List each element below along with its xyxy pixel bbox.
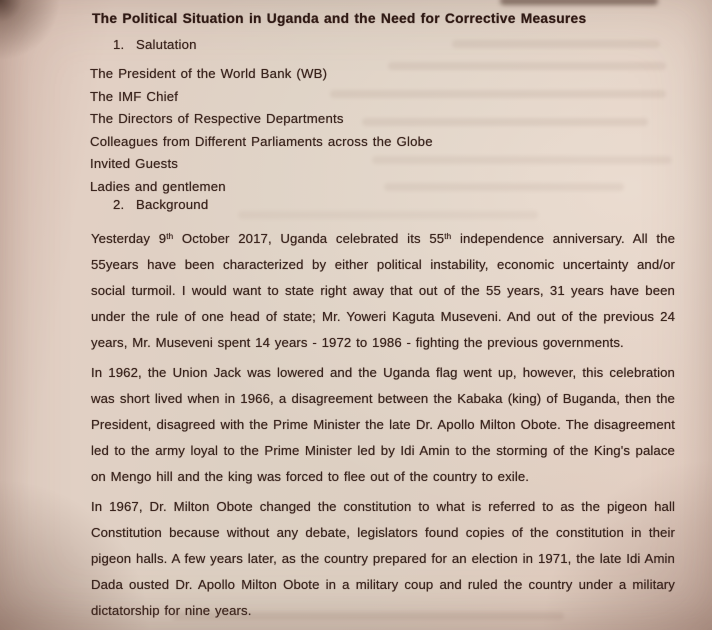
list-item-background (113, 197, 208, 212)
paragraph-text: independence anniversary. All the 55years have been characterized by either political instability, economic uncertainty and/or social turmoil. I would want to state right away that out of the 55 years, 31 years have been under the rule of one head of state; Mr. Yoweri Kaguta Museveni. And out of the previous 24 years, Mr. Museveni spent 14 years - 1972 to 1986 - fighting the previous governments. (91, 231, 676, 350)
salutation-line: Colleagues from Different Parliaments across the Globe (90, 133, 433, 149)
list-item-salutation (113, 37, 197, 52)
ordinal-superscript: th (444, 232, 452, 242)
salutation-line: The IMF Chief (90, 88, 179, 104)
item-number: 2. (113, 197, 125, 212)
item-label: Background (136, 197, 209, 212)
salutation-line: The President of the World Bank (WB) (90, 66, 328, 81)
ordinal-superscript: th (166, 232, 174, 242)
paragraph-background-2: In 1962, the Union Jack was lowered and the Uganda flag went up, however, this celebration was short lived when in 1966, a disagreement between the Kabaka (king) of Buganda, then the President, disagreed with the Prime Minister the late Dr. Apollo Milton Obote. The disagreement led to the army loyal to the Prime Minister led by Idi Amin to the storming of the King's palace on Mengo hill and the king was forced to flee out of the country to exile. (91, 365, 675, 484)
item-label: Salutation (136, 37, 197, 52)
salutation-list (90, 63, 680, 199)
salutation-line: Ladies and gentlemen (90, 178, 226, 194)
paragraph-text: October 2017, Uganda celebrated its 55 (173, 231, 445, 246)
paragraph-text: Yesterday 9 (91, 231, 167, 246)
salutation-line: The Directors of Respective Departments (90, 111, 344, 127)
paragraph-background-3: In 1967, Dr. Milton Obote changed the constitution to what is referred to as the pigeon hall Constitution because without any debate, legislators found copies of the constitution in their pigeon halls. A few years later, as the country prepared for an election in 1971, the late Idi Amin Dada ousted Dr. Apollo Milton Obote in a military coup and ruled the country under a military dictatorship for nine years. (91, 499, 675, 618)
bleed-through-line (238, 211, 538, 219)
item-number: 1. (113, 37, 125, 52)
paragraph-background-1 (91, 226, 675, 356)
document-title: The Political Situation in Uganda and the Need for Corrective Measures (92, 11, 587, 26)
salutation-line: Invited Guests (90, 156, 179, 172)
bleed-through-line (452, 40, 660, 48)
top-edge-cutoff-text-artifact (500, 0, 658, 5)
